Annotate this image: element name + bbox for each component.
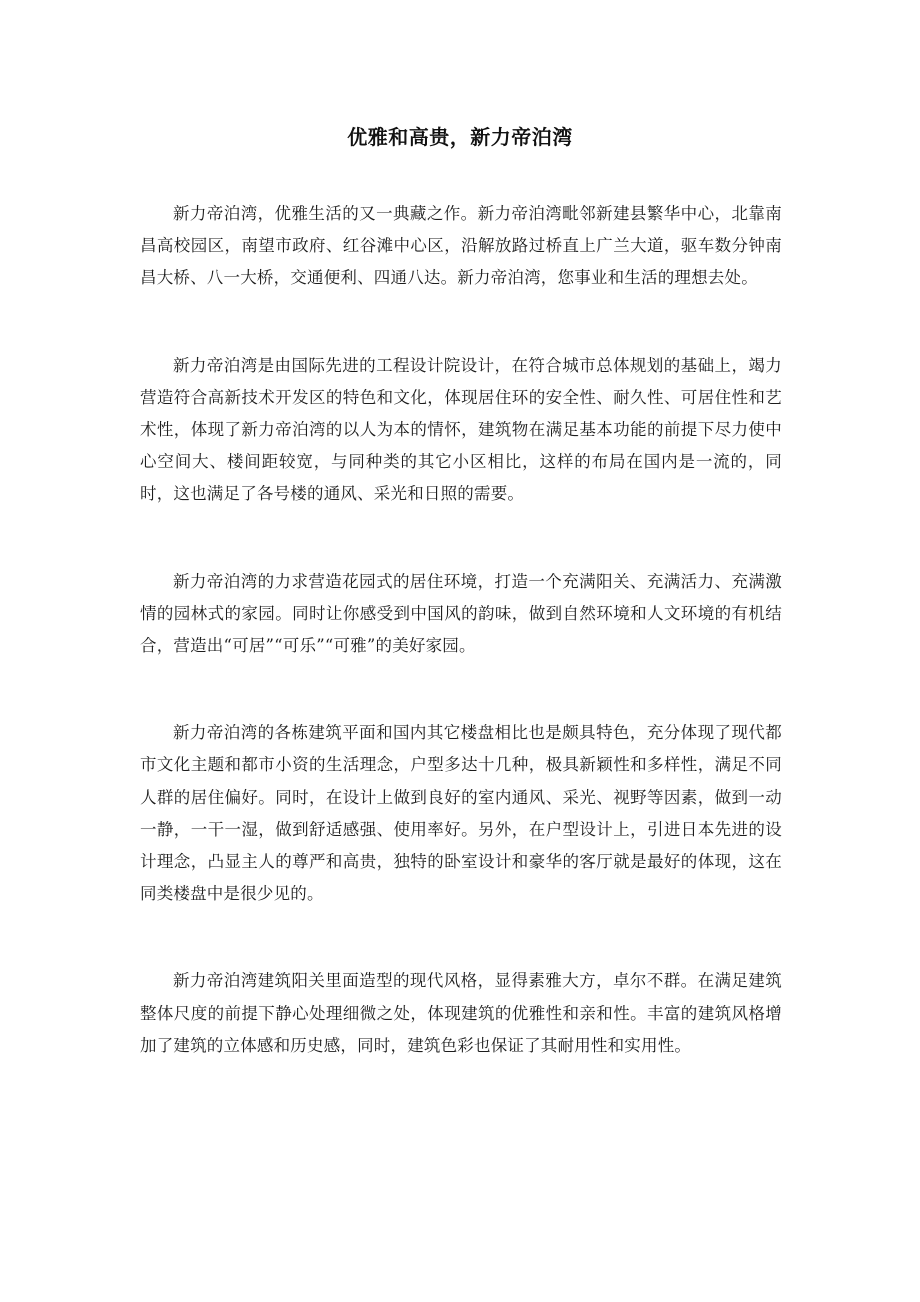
document-title: 优雅和高贵，新力帝泊湾 [347,125,573,149]
paragraph-floor-plans: 新力帝泊湾的各栋建筑平面和国内其它楼盘相比也是颇具特色，充分体现了现代都市文化主题和都市小资的生活理念，户型多达十几种，极具新颖性和多样性，满足不同人群的居住偏好。同时，在设计上做到良好的室内通风、采光、视野等因素，做到一动一静，一干一湿，做到舒适感强、使用率好。另外，在户型设计上，引进日本先进的设计理念，凸显主人的尊严和高贵，独特的卧室设计和豪华的客厅就是最好的体现，这在同类楼盘中是很少见的。 [140,723,782,904]
paragraph-environment: 新力帝泊湾的力求营造花园式的居住环境，打造一个充满阳关、充满活力、充满激情的园林式的家园。同时让你感受到中国风的韵味，做到自然环境和人文环境的有机结合，营造出“可居”“可乐”“可雅”的美好家园。 [140,571,782,656]
paragraph-design: 新力帝泊湾是由国际先进的工程设计院设计，在符合城市总体规划的基础上，竭力营造符合高新技术开发区的特色和文化，体现居住环的安全性、耐久性、可居住性和艺术性，体现了新力帝泊湾的以人为本的情怀，建筑物在满足基本功能的前提下尽力使中心空间大、楼间距较宽，与同种类的其它小区相比，这样的布局在国内是一流的，同时，这也满足了各号楼的通风、采光和日照的需要。 [140,355,782,504]
document-body [140,198,782,1117]
paragraph-location: 新力帝泊湾，优雅生活的又一典藏之作。新力帝泊湾毗邻新建县繁华中心，北靠南昌高校园区，南望市政府、红谷滩中心区，沿解放路过桥直上广兰大道，驱车数分钟南昌大桥、八一大桥，交通便利、四通八达。新力帝泊湾，您事业和生活的理想去处。 [140,204,782,288]
paragraph-architecture-style: 新力帝泊湾建筑阳关里面造型的现代风格，显得素雅大方，卓尔不群。在满足建筑整体尺度的前提下静心处理细微之处，体现建筑的优雅性和亲和性。丰富的建筑风格增加了建筑的立体感和历史感，同时，建筑色彩也保证了其耐用性和实用性。 [140,971,782,1055]
